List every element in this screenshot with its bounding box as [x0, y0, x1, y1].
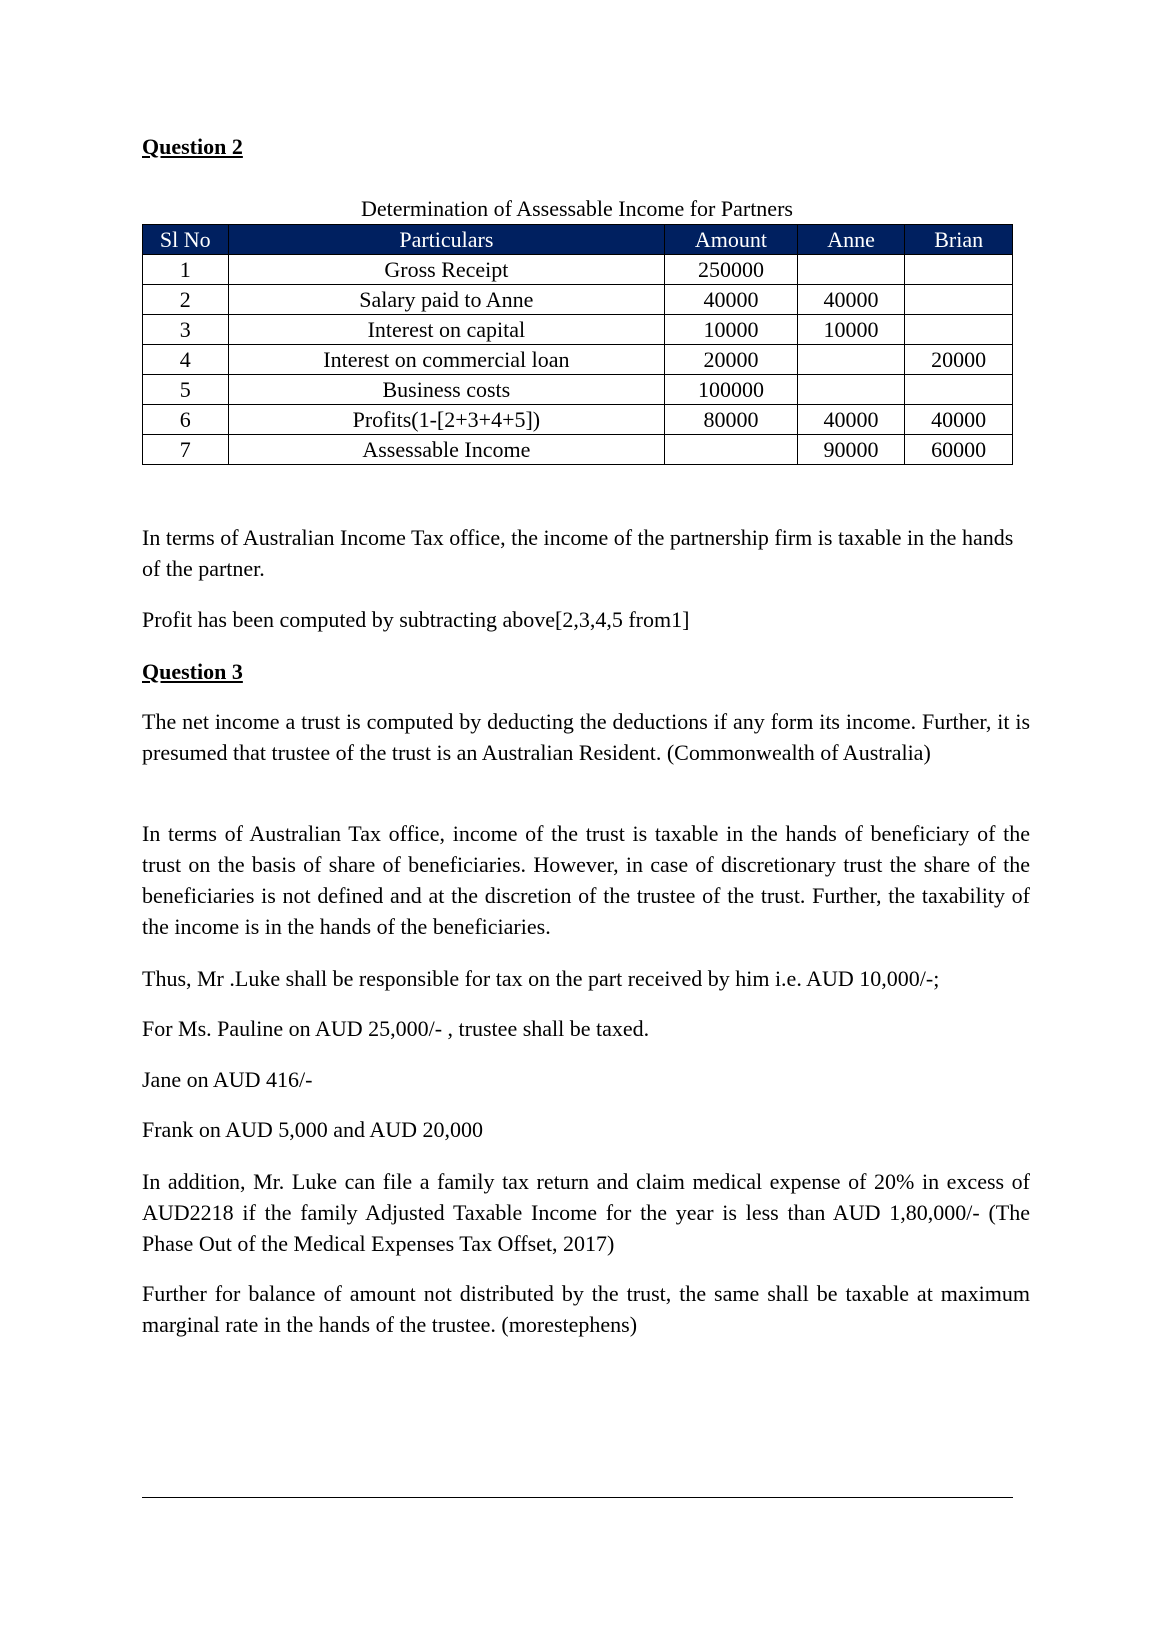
- cell-anne: [797, 375, 905, 405]
- cell-particulars: Assessable Income: [228, 435, 665, 465]
- cell-anne: 10000: [797, 315, 905, 345]
- column-header-amount: Amount: [665, 225, 798, 255]
- cell-sl-no: 7: [143, 435, 229, 465]
- q3-paragraph-jane: Jane on AUD 416/-: [142, 1067, 313, 1092]
- cell-brian: [905, 315, 1013, 345]
- table-row: [143, 375, 1013, 405]
- cell-sl-no: 1: [143, 255, 229, 285]
- cell-amount: 20000: [665, 345, 798, 375]
- cell-particulars: Interest on commercial loan: [228, 345, 665, 375]
- table-row: [143, 255, 1013, 285]
- cell-brian: [905, 285, 1013, 315]
- cell-anne: 40000: [797, 285, 905, 315]
- q3-paragraph-balance-taxable: Further for balance of amount not distributed by the trust, the same shall be taxable at maximum marginal rate in the hands of the trustee. (morestephens): [142, 1281, 1030, 1337]
- table-row: [143, 405, 1013, 435]
- q3-paragraph-beneficiaries: In terms of Australian Tax office, income of the trust is taxable in the hands of beneficiary of the trust on the basis of share of beneficiaries. However, in case of discretionary trust the share of the beneficiaries is not defined and at the discretion of the trustee of the trust. Further, the taxability of the income is in the hands of the beneficiaries.: [142, 821, 1030, 939]
- cell-amount: 250000: [665, 255, 798, 285]
- cell-brian: 20000: [905, 345, 1013, 375]
- cell-particulars: Gross Receipt: [228, 255, 665, 285]
- q3-paragraph-net-income: The net income a trust is computed by deducting the deductions if any form its income. Further, it is presumed that trustee of the trust is an Australian Resident. (Commonwealth of Australia): [142, 709, 1030, 765]
- cell-sl-no: 6: [143, 405, 229, 435]
- cell-particulars: Business costs: [228, 375, 665, 405]
- column-header-sl-no: Sl No: [143, 225, 229, 255]
- column-header-particulars: Particulars: [228, 225, 665, 255]
- cell-amount: 40000: [665, 285, 798, 315]
- table-row: [143, 345, 1013, 375]
- cell-brian: [905, 255, 1013, 285]
- cell-amount: [665, 435, 798, 465]
- q2-paragraph-profit-computation: Profit has been computed by subtracting above[2,3,4,5 from1]: [142, 607, 690, 632]
- table-row: [143, 315, 1013, 345]
- question-3-heading: Question 3: [142, 659, 243, 684]
- footer-divider: [142, 1497, 1013, 1498]
- cell-amount: 10000: [665, 315, 798, 345]
- cell-particulars: Profits(1-[2+3+4+5]): [228, 405, 665, 435]
- cell-amount: 100000: [665, 375, 798, 405]
- cell-amount: 80000: [665, 405, 798, 435]
- q2-paragraph-taxable-in-hands: In terms of Australian Income Tax office, the income of the partnership firm is taxable in the hands of the partner.: [142, 525, 1014, 581]
- table-row: [143, 435, 1013, 465]
- question-2-heading: Question 2: [142, 134, 243, 159]
- table-row: [143, 285, 1013, 315]
- cell-brian: [905, 375, 1013, 405]
- cell-sl-no: 4: [143, 345, 229, 375]
- column-header-anne: Anne: [797, 225, 905, 255]
- cell-sl-no: 5: [143, 375, 229, 405]
- q3-paragraph-pauline: For Ms. Pauline on AUD 25,000/- , trustee shall be taxed.: [142, 1016, 650, 1041]
- cell-sl-no: 2: [143, 285, 229, 315]
- q3-paragraph-luke: Thus, Mr .Luke shall be responsible for tax on the part received by him i.e. AUD 10,000/-;: [142, 966, 940, 991]
- cell-brian: 40000: [905, 405, 1013, 435]
- table-caption: Determination of Assessable Income for Partners: [361, 196, 793, 221]
- cell-anne: [797, 345, 905, 375]
- cell-particulars: Interest on capital: [228, 315, 665, 345]
- assessable-income-table: [142, 224, 1013, 465]
- q3-paragraph-frank: Frank on AUD 5,000 and AUD 20,000: [142, 1117, 483, 1142]
- cell-anne: 90000: [797, 435, 905, 465]
- cell-particulars: Salary paid to Anne: [228, 285, 665, 315]
- cell-sl-no: 3: [143, 315, 229, 345]
- cell-anne: [797, 255, 905, 285]
- cell-anne: 40000: [797, 405, 905, 435]
- q3-paragraph-medical-expense: In addition, Mr. Luke can file a family tax return and claim medical expense of 20% in excess of AUD2218 if the family Adjusted Taxable Income for the year is less than AUD 1,80,000/- (The Phase Out of the Medical Expenses Tax Offset, 2017): [142, 1169, 1030, 1256]
- cell-brian: 60000: [905, 435, 1013, 465]
- table-header-row: [143, 225, 1013, 255]
- column-header-brian: Brian: [905, 225, 1013, 255]
